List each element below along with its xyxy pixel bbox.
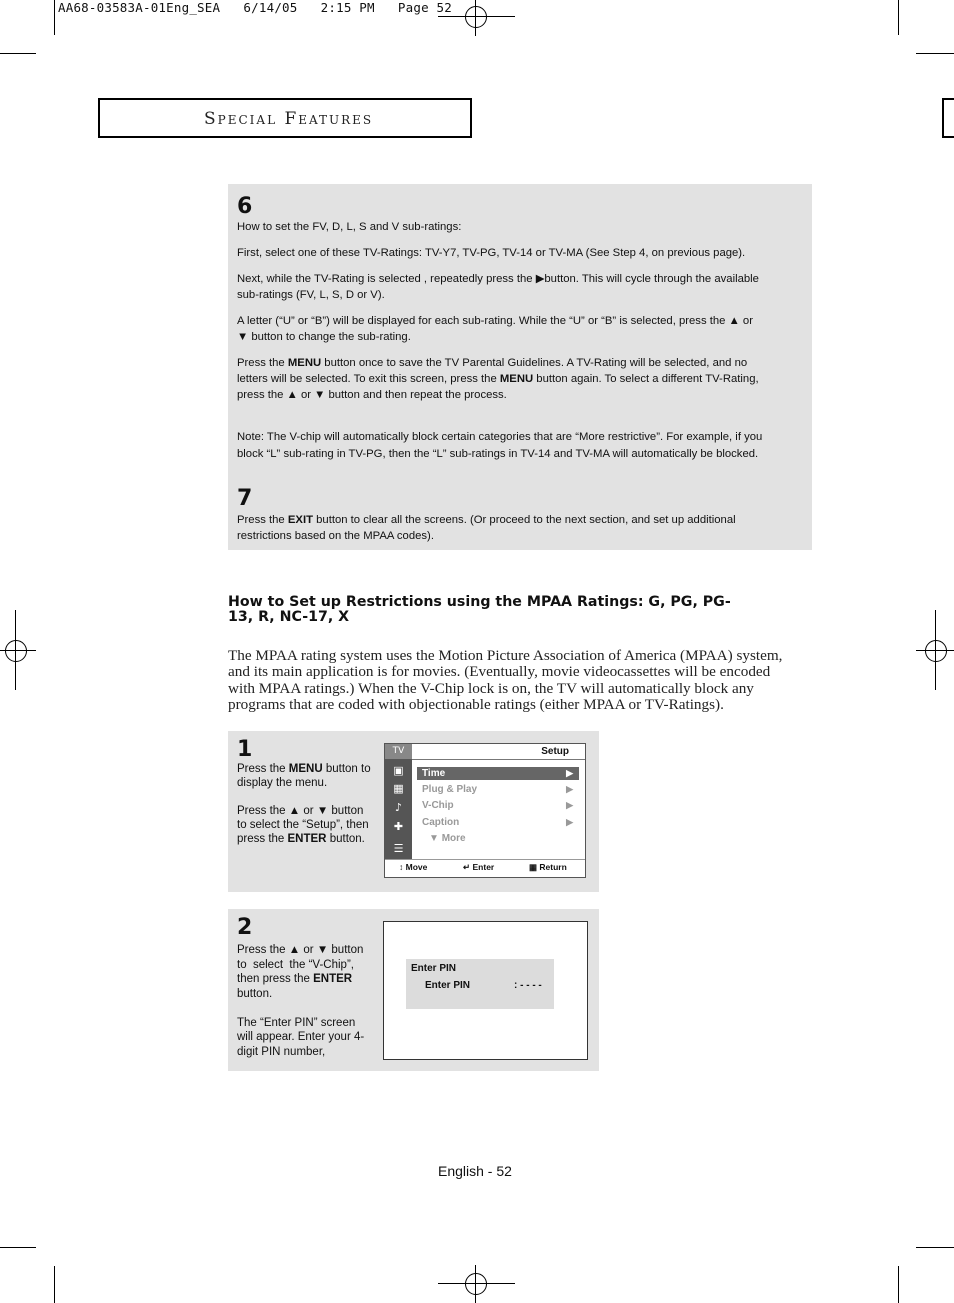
text: button to bbox=[325, 763, 371, 775]
crop-mark bbox=[916, 53, 954, 54]
screen-title: Setup bbox=[541, 746, 569, 757]
crop-mark bbox=[54, 1266, 55, 1303]
text: A letter (“U” or “B”) will be displayed for each sub-rating. While the “U” or “B” is selected, press the bbox=[237, 315, 726, 327]
page-number: English - 52 bbox=[438, 1163, 512, 1179]
crop-mark bbox=[898, 0, 899, 35]
footer-label: Enter bbox=[472, 862, 495, 872]
picture-icon: ▣ bbox=[393, 764, 404, 777]
text: or bbox=[303, 805, 314, 817]
crop-mark bbox=[54, 0, 55, 35]
text: Next, while the TV-Rating is selected , repeatedly press the bbox=[237, 273, 533, 285]
enter-icon: ↵ bbox=[463, 862, 471, 872]
sound-icon: ♪ bbox=[394, 801, 403, 814]
menu-key-label: MENU bbox=[499, 373, 534, 385]
text-line bbox=[237, 512, 807, 528]
step6-paragraph bbox=[237, 219, 807, 235]
step6-paragraph bbox=[237, 313, 807, 345]
up-arrow-icon: ▲ bbox=[288, 944, 301, 956]
step7-paragraph bbox=[237, 512, 807, 544]
menu-item-label: More bbox=[441, 833, 466, 844]
step2-panel bbox=[228, 909, 599, 1071]
text: button bbox=[331, 944, 364, 956]
right-arrow-icon: ▶ bbox=[535, 273, 545, 285]
pin-input[interactable]: : - - - - bbox=[514, 980, 542, 991]
text: button once to save the TV Parental Guidelines. A TV-Rating will be selected, and no bbox=[324, 357, 748, 369]
menu-key-label: MENU bbox=[287, 357, 322, 369]
menu-item-label: V-Chip bbox=[422, 800, 454, 811]
step1-instructions bbox=[237, 762, 382, 846]
text: button. bbox=[329, 833, 365, 845]
down-arrow-icon: ▼ bbox=[429, 833, 439, 844]
step-number: 2 bbox=[237, 915, 253, 940]
menu-item-more[interactable] bbox=[417, 832, 579, 845]
text-line bbox=[237, 387, 807, 403]
more-row bbox=[429, 832, 466, 845]
step6-paragraph bbox=[237, 245, 807, 261]
text: press the bbox=[237, 833, 285, 845]
text-line: block “L” sub-rating in TV-PG, then the “L” sub-ratings in TV-14 and TV-MA will automatically be blocked. bbox=[237, 448, 759, 460]
text: button to clear all the screens. (Or proceed to the next section, and set up additional bbox=[316, 514, 736, 526]
down-arrow-icon: ▼ bbox=[316, 805, 329, 817]
text-line: How to set the FV, D, L, S and V sub-ratings: bbox=[237, 221, 462, 233]
text-line: and its main application is for movies. (Eventually, movie videocassettes will be encoded bbox=[228, 663, 771, 681]
text: then press the bbox=[237, 973, 310, 985]
heading-line: 13, R, NC-17, X bbox=[228, 609, 350, 625]
text: Press the bbox=[237, 805, 286, 817]
text-line: First, select one of these TV-Ratings: TV-Y7, TV-PG, TV-14 or TV-MA (See Step 4, on previous page). bbox=[237, 247, 746, 259]
menu-item-v-chip[interactable] bbox=[417, 799, 579, 812]
text: press the bbox=[237, 389, 284, 401]
step1-panel bbox=[228, 731, 599, 892]
footer-enter bbox=[463, 862, 494, 873]
footer-label: Move bbox=[405, 862, 428, 872]
text: Press the bbox=[237, 357, 285, 369]
crop-mark bbox=[0, 53, 36, 54]
text-line bbox=[237, 371, 807, 387]
text: or bbox=[300, 389, 311, 401]
menu-item-plug-and-play[interactable] bbox=[417, 783, 579, 796]
right-arrow-icon: ▶ bbox=[566, 784, 573, 794]
tv-tag: TV bbox=[385, 744, 412, 759]
step6-paragraph bbox=[237, 355, 807, 403]
text-line: to select the “V-Chip”, bbox=[237, 958, 354, 971]
heading-line: How to Set up Restrictions using the MPAA Ratings: G, PG, PG- bbox=[228, 594, 731, 610]
crop-mark bbox=[916, 1247, 954, 1248]
right-arrow-icon: ▶ bbox=[566, 817, 573, 827]
text-line: The MPAA rating system uses the Motion Picture Association of America (MPAA) system, bbox=[228, 647, 783, 664]
text: button to change the sub-rating. bbox=[251, 331, 411, 343]
text: button and then repeat the process. bbox=[328, 389, 507, 401]
text: or bbox=[303, 944, 314, 956]
step-number: 1 bbox=[237, 737, 253, 762]
menu-item-label: Time bbox=[422, 768, 446, 779]
up-down-arrows-icon: ↕ bbox=[399, 862, 404, 872]
text-line bbox=[237, 972, 382, 987]
text-line: to select the “Setup”, then bbox=[237, 819, 369, 831]
down-arrow-icon: ▼ bbox=[237, 331, 249, 343]
text-line: display the menu. bbox=[237, 777, 328, 789]
print-header: AA68-03583A-01Eng_SEA 6/14/05 2:15 PM Page 52 bbox=[58, 0, 453, 15]
text: button bbox=[331, 805, 364, 817]
text: Press the bbox=[237, 763, 286, 775]
return-icon: ▦ bbox=[529, 862, 538, 872]
enter-key-label: ENTER bbox=[287, 833, 327, 845]
step2-instructions bbox=[237, 943, 382, 1059]
steps-6-7-panel bbox=[228, 184, 812, 550]
step6-note bbox=[237, 429, 807, 463]
text-line: The “Enter PIN” screen bbox=[237, 1016, 356, 1029]
menu-item-caption[interactable] bbox=[417, 816, 579, 829]
text: Press the bbox=[237, 514, 285, 526]
up-arrow-icon: ▲ bbox=[288, 805, 301, 817]
text-line: digit PIN number, bbox=[237, 1045, 326, 1058]
text-line bbox=[237, 355, 807, 371]
mpaa-body bbox=[228, 648, 808, 713]
menu-item-label: Caption bbox=[422, 817, 460, 828]
pin-field-label: Enter PIN bbox=[425, 980, 471, 991]
menu-key-label: MENU bbox=[288, 763, 323, 775]
antenna-icon: ✚ bbox=[393, 820, 404, 833]
footer-return bbox=[529, 862, 567, 873]
text-line bbox=[237, 271, 807, 287]
text-line: restrictions based on the MPAA codes). bbox=[237, 530, 434, 542]
right-arrow-icon: ▶ bbox=[566, 800, 573, 810]
section-header bbox=[98, 98, 472, 138]
menu-item-label: Plug & Play bbox=[422, 784, 478, 795]
text-line: sub-ratings (FV, L, S, D or V). bbox=[237, 289, 385, 301]
down-arrow-icon: ▼ bbox=[314, 389, 326, 401]
step-number: 7 bbox=[237, 486, 253, 511]
text-line bbox=[237, 943, 382, 958]
text-line: button. bbox=[237, 987, 273, 1000]
dialog-title: Enter PIN bbox=[411, 963, 457, 974]
step6-paragraph bbox=[237, 271, 807, 303]
enter-pin-dialog bbox=[406, 959, 554, 1009]
text-line: Note: The V-chip will automatically block certain categories that are “More restrictive”. For example, if you bbox=[237, 431, 763, 443]
section-title: Special Features bbox=[204, 109, 374, 129]
text-line: programs that are coded with objectionable ratings (either MPAA or TV-Ratings). bbox=[228, 695, 724, 713]
mpaa-heading bbox=[228, 595, 808, 625]
text: button again. To select a different TV-Rating, bbox=[536, 373, 759, 385]
crop-mark bbox=[0, 1247, 36, 1248]
page-tab-mark bbox=[942, 98, 954, 138]
text: letters will be selected. To exit this screen, press the bbox=[237, 373, 497, 385]
enter-key-label: ENTER bbox=[313, 973, 353, 985]
text-line bbox=[237, 832, 382, 846]
menu-item-time[interactable] bbox=[417, 767, 579, 780]
text-line bbox=[237, 804, 382, 818]
text: button. This will cycle through the available bbox=[544, 273, 759, 285]
text: Press the bbox=[237, 944, 286, 956]
exit-key-label: EXIT bbox=[287, 514, 313, 526]
title-divider bbox=[412, 759, 585, 760]
footer-divider bbox=[385, 859, 585, 860]
up-arrow-icon: ▲ bbox=[728, 315, 740, 327]
text-line bbox=[237, 313, 807, 329]
tv-setup-screen bbox=[384, 743, 586, 878]
setup-icon: ☰ bbox=[393, 842, 404, 855]
down-arrow-icon: ▼ bbox=[316, 944, 329, 956]
crop-mark bbox=[898, 1266, 899, 1303]
step-number: 6 bbox=[237, 194, 253, 219]
text-line: will appear. Enter your 4- bbox=[237, 1031, 365, 1043]
text-line bbox=[237, 329, 807, 345]
text-line: with MPAA ratings.) When the V-Chip lock is on, the TV will automatically block any bbox=[228, 679, 754, 697]
right-arrow-icon: ▶ bbox=[566, 768, 573, 778]
tv-menu-sidebar bbox=[385, 744, 412, 859]
text-line bbox=[237, 762, 382, 776]
footer-label: Return bbox=[539, 862, 567, 872]
channel-icon: ▦ bbox=[393, 782, 404, 795]
footer-move bbox=[399, 862, 427, 872]
up-arrow-icon: ▲ bbox=[286, 389, 298, 401]
text: or bbox=[742, 315, 753, 327]
tv-enter-pin-screen bbox=[383, 921, 588, 1060]
